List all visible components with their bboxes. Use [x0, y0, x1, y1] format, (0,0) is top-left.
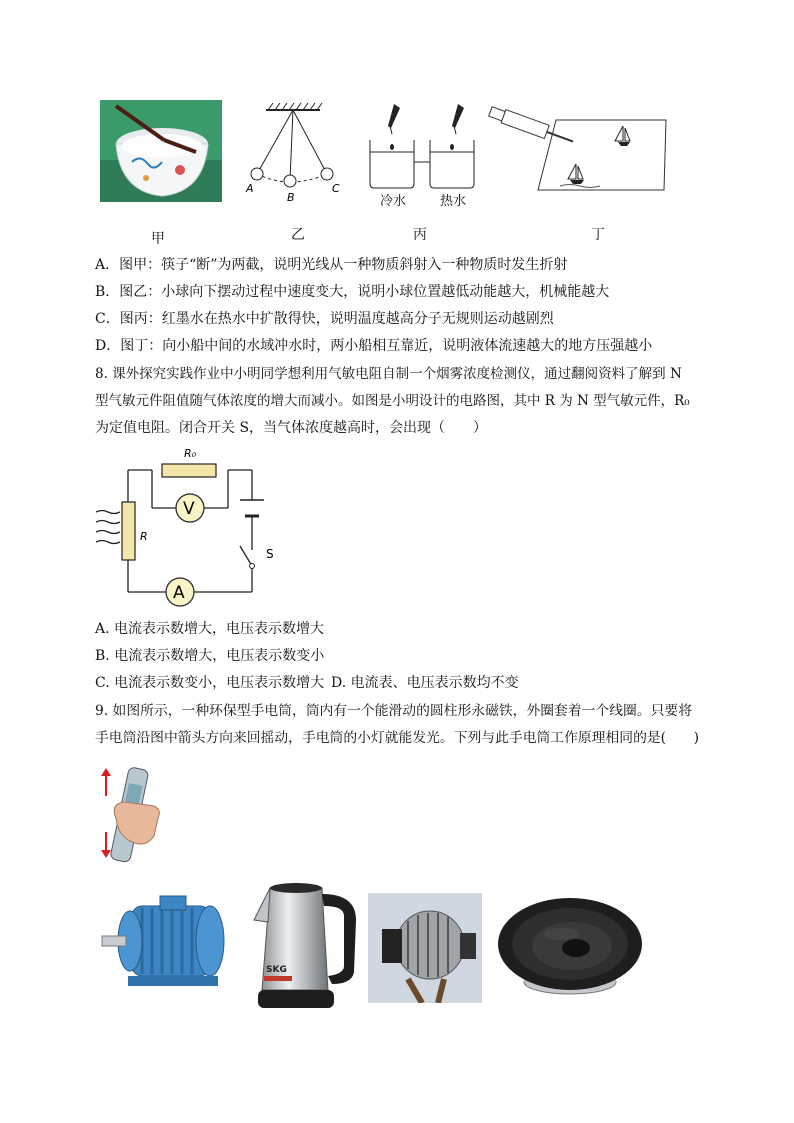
q8-option-d: D. 电流表、电压表示数均不变 — [331, 675, 519, 691]
q8-option-c: C. 电流表示数变小，电压表示数增大 — [95, 675, 325, 691]
syringe-boats-diagram — [482, 104, 672, 200]
q9-motor-image — [98, 892, 238, 996]
pendulum-label-a: A — [246, 182, 254, 195]
pendulum-label-c: C — [332, 182, 340, 195]
figure-label-bing: 丙 — [413, 227, 427, 243]
pendulum-diagram — [238, 100, 348, 205]
flashlight-hand-svg — [96, 762, 166, 868]
q7-option-b: B．图乙：小球向下摆动过程中速度变大，说明小球位置越低动能越大，机械能越大 — [95, 284, 610, 300]
beaker-label-cold: 冷水 — [379, 194, 406, 209]
q7-option-d: D．图丁：向小船中间的水域冲水时，两小船相互靠近，说明液体流速越大的地方压强越小 — [95, 338, 653, 354]
q8-stem-line1: 8. 课外探究实践作业中小明同学想利用气敏电阻自制一个烟雾浓度检测仪，通过翻阅资料了解到 N — [95, 366, 682, 382]
alternator-svg — [368, 893, 482, 1003]
q9-alternator-image — [368, 893, 482, 1003]
figure-bing-beakers — [364, 100, 479, 210]
figure-yi-pendulum — [238, 100, 348, 205]
q9-flashlight-image — [96, 762, 166, 868]
q9-stem-line1: 9. 如图所示，一种环保型手电筒，筒内有一个能滑动的圆柱形永磁铁，外圈套着一个线圈。只要将 — [95, 703, 693, 719]
q7-option-a: A．图甲：筷子“断”为两截，说明光线从一种物质斜射入一种物质时发生折射 — [95, 257, 568, 273]
q9-speaker-image — [496, 890, 648, 998]
loudspeaker-svg — [496, 890, 648, 998]
circuit-label-ammeter: A — [173, 583, 185, 603]
circuit-label-switch: S — [266, 547, 274, 561]
circuit-label-r: R — [140, 530, 148, 543]
q9-stem-line2: 手电筒沿图中箭头方向来回摇动，手电筒的小灯就能发光。下列与此手电筒工作原理相同的是( ) — [95, 730, 700, 746]
circuit-label-r0: R₀ — [184, 447, 197, 460]
electric-kettle-svg — [252, 880, 362, 1018]
q8-option-a: A. 电流表示数增大，电压表示数增大 — [95, 621, 325, 637]
q9-kettle-image — [252, 880, 362, 1018]
circuit-svg — [90, 440, 290, 612]
bowl-chopstick-image — [100, 100, 222, 202]
figure-jia-bowl-photo — [100, 100, 222, 202]
figure-label-ding: 丁 — [591, 227, 605, 243]
kettle-brand-label: SKG — [266, 965, 287, 975]
figure-label-yi: 乙 — [291, 227, 305, 243]
pendulum-label-b: B — [287, 191, 295, 204]
beaker-label-hot: 热水 — [439, 194, 466, 209]
q8-option-b: B. 电流表示数增大，电压表示数变小 — [95, 648, 325, 664]
figure-ding-boats — [482, 104, 672, 200]
q8-stem-line2: 型气敏元件阻值随气体浓度的增大而减小。如图是小明设计的电路图，其中 R 为 N 型气敏元件，R₀ — [95, 393, 690, 409]
q8-stem-line3: 为定值电阻。闭合开关 S，当气体浓度越高时，会出现（ ） — [95, 420, 488, 436]
figure-label-jia: 甲 — [151, 231, 165, 247]
electric-motor-svg — [98, 892, 238, 996]
q7-option-c: C．图丙：红墨水在热水中扩散得快，说明温度越高分子无规则运动越剧烈 — [95, 311, 554, 327]
q8-circuit-diagram — [90, 440, 290, 612]
circuit-label-voltmeter: V — [183, 499, 195, 519]
